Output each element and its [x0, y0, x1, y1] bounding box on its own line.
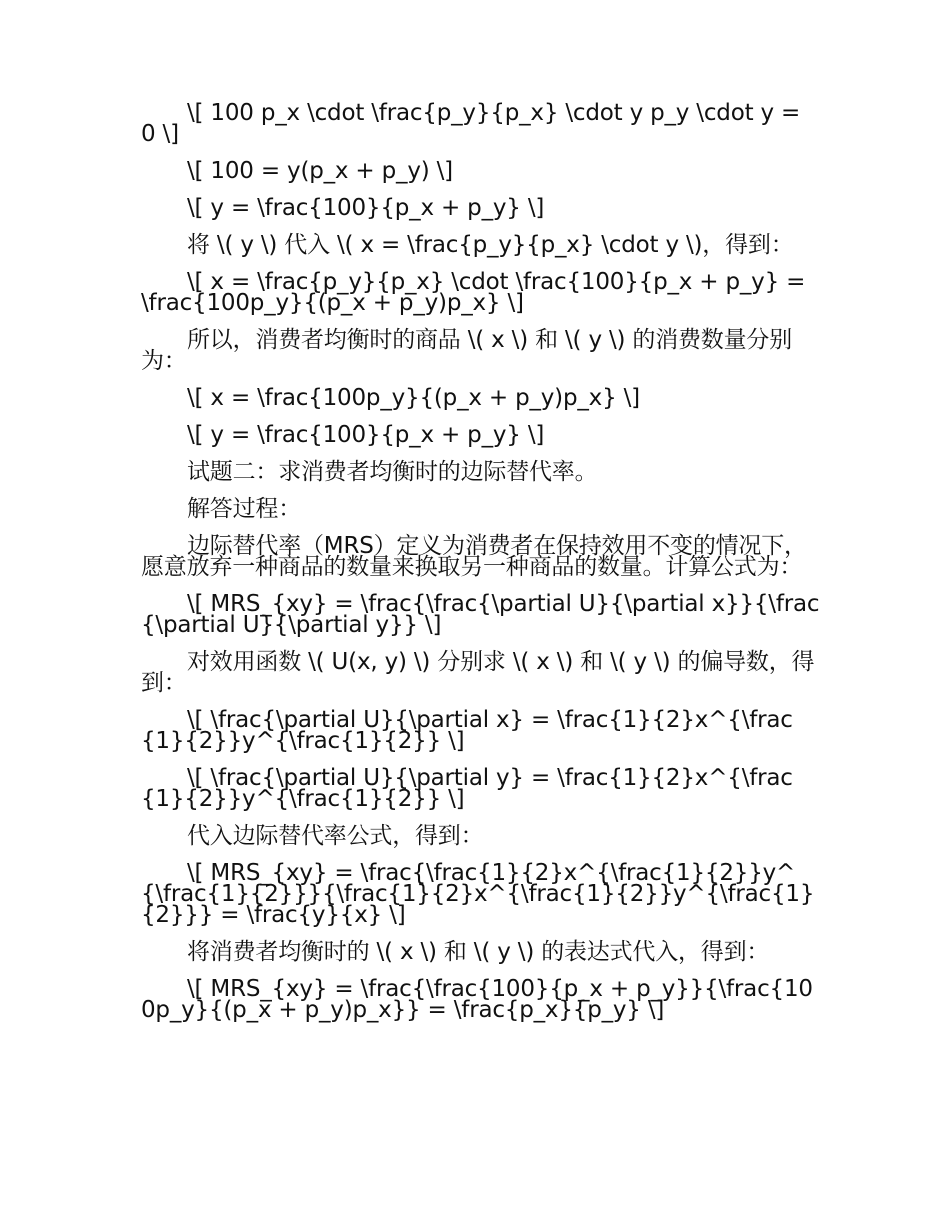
text-paragraph: 将消费者均衡时的 \( x \) 和 \( y \) 的表达式代入，得到：	[187, 939, 770, 965]
text-paragraph: 所以，消费者均衡时的商品 \( x \) 和 \( y \) 的消费数量分别为：	[141, 327, 792, 374]
text-paragraph: 代入边际替代率公式，得到：	[187, 823, 484, 849]
equation-line: \[ y = \frac{100}{p_x + p_y} \]	[187, 422, 545, 448]
equation-line: \[ MRS_{xy} = \frac{\frac{100}{p_x + p_y}}{\frac{100p_y}{(p_x + p_y)p_x}} = \frac{p_x}{p_y} \]	[141, 976, 813, 1023]
question-heading: 试题二：求消费者均衡时的边际替代率。	[187, 459, 598, 485]
equation-line: \[ \frac{\partial U}{\partial x} = \frac{1}{2}x^{\frac{1}{2}}y^{\frac{1}{2}} \]	[141, 707, 793, 754]
equation-line: \[ MRS_{xy} = \frac{\frac{1}{2}x^{\frac{1}{2}}y^{\frac{1}{2}}}{\frac{1}{2}x^{\frac{1}{2}}y^{\frac{1}{2}}} = \frac{y}{x} \]	[141, 860, 815, 928]
equation-line: \[ MRS_{xy} = \frac{\frac{\partial U}{\partial x}}{\frac{\partial U}{\partial y}} \]	[141, 591, 820, 638]
document-body	[141, 100, 821, 1037]
text-paragraph: 边际替代率（MRS）定义为消费者在保持效用不变的情况下，愿意放弃一种商品的数量来换取另一种商品的数量。计算公式为：	[141, 533, 807, 580]
equation-line: \[ \frac{\partial U}{\partial y} = \frac{1}{2}x^{\frac{1}{2}}y^{\frac{1}{2}} \]	[141, 765, 793, 812]
answer-label: 解答过程：	[187, 496, 302, 522]
equation-line: \[ 100 p_x \cdot \frac{p_y}{p_x} \cdot y p_y \cdot y = 0 \]	[141, 100, 801, 147]
text-paragraph: 对效用函数 \( U(x, y) \) 分别求 \( x \) 和 \( y \) 的偏导数，得到：	[141, 649, 815, 696]
equation-line: \[ 100 = y(p_x + p_y) \]	[187, 158, 453, 184]
text-paragraph: 将 \( y \) 代入 \( x = \frac{p_y}{p_x} \cdot y \)，得到：	[187, 232, 794, 258]
equation-line: \[ y = \frac{100}{p_x + p_y} \]	[187, 195, 545, 221]
equation-line: \[ x = \frac{p_y}{p_x} \cdot \frac{100}{p_x + p_y} = \frac{100p_y}{(p_x + p_y)p_x} \]	[141, 269, 806, 316]
equation-line: \[ x = \frac{100p_y}{(p_x + p_y)p_x} \]	[187, 385, 640, 411]
